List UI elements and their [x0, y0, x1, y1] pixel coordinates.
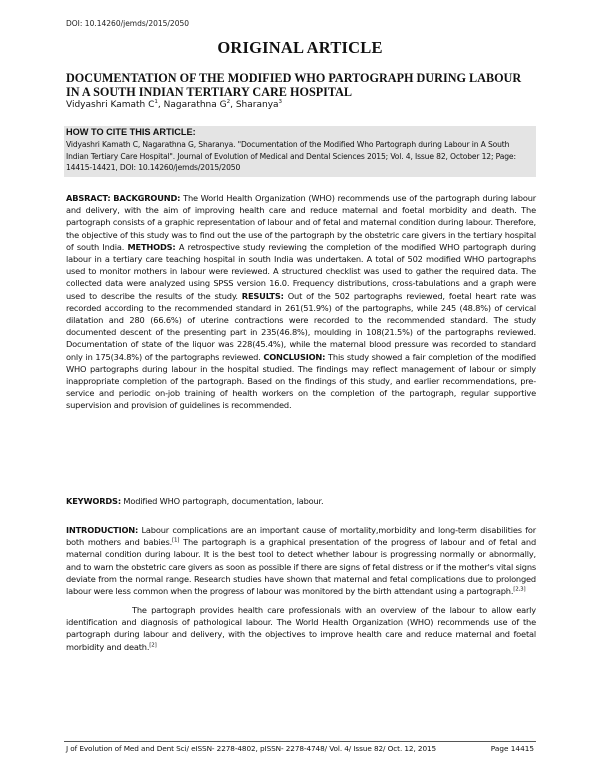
citation-heading: HOW TO CITE THIS ARTICLE: [66, 127, 196, 137]
author-affiliation: 3 [278, 99, 283, 105]
introduction-paragraph [66, 524, 536, 597]
introduction-paragraph-2 [66, 604, 536, 653]
citation-reference: [2] [149, 641, 157, 648]
author-name: Sharanya [235, 100, 279, 110]
doi-line: DOI: 10.14260/jemds/2015/2050 [66, 19, 190, 28]
results-text: Out of the 502 partographs reviewed, foetal heart rate was recorded according to the recommended standard in 261(51.9%) of the partographs, while 245 (48.8%) of cervical dilatation and 280 (66.6%) of uterine contractions were recorded to the recommended standard. The study documented descent of the presenting part in 235(46.8%), moulding in 108(21.5%) of the partographs reviewed. Documentation of state of the liquor was 228(45.4%), while the maternal blood pressure was recorded to standard only in 175(34.8%) of the partographs reviewed. [66, 290, 536, 362]
introduction-text: Labour complications are an important cause of mortality,morbidity and long-term disabilities for both mothers and babies. [66, 525, 536, 548]
introduction-text: The partograph is a graphical presentation of the progress of labour and of fetal and maternal condition during labour. It is the best tool to detect whether labour is progressing normally or abnormally, and to warn the obstetric care givers as soon as possible if there are signs of fetal distress or if the mother's vital signs deviate from the normal range. Research studies have shown that maternal and fetal complications due to prolonged labour were less common when the progress of labour was monitored by the birth attendant using a partograph. [66, 537, 536, 597]
author-name: Nagarathna G [163, 100, 227, 110]
author-list: Vidyashri Kamath $C^1$, Nagarathna $G^2$, Sharanya$^3$ [66, 99, 283, 110]
author-affiliation: 2 [226, 99, 231, 105]
background-text: The World Health Organization (WHO) recommends use of the partograph during labour and delivery, with the aim of improving health care and reduce maternal and foetal morbidity and death. The partograph consists of a graphic representation of labour and of fetal and maternal condition during labour. Therefore, the objective of this study was to find out the use of the partograph by the obstetric care givers in the tertiary hospital of south India. [66, 193, 536, 252]
keywords [66, 495, 536, 507]
author-name: Vidyashri Kamath C [66, 100, 155, 110]
results-label: RESULTS: [241, 290, 284, 301]
footer-journal: J of Evolution of Med and Dent Sci/ eISSN- 2278-4802, pISSN- 2278-4748/ Vol. 4/ Issue 82/ Oct. 12, 2015 [66, 744, 437, 753]
background-label: BACKGROUND: [113, 193, 181, 203]
footer-page-number: Page 14415 [490, 744, 534, 753]
keywords-label: KEYWORDS: [66, 496, 121, 506]
methods-text: A retrospective study reviewing the completion of the modified WHO partograph during labour in a tertiary care teaching hospital in south India was undertaken. A total of 502 modified WHO partographs used to monitor mothers in labour were reviewed. A structured checklist was used to gather the required data. The collected data were analyzed using SPSS version 16.0. Frequency distributions, cross-tabulations and a graph were used to describe the results of the study. [66, 241, 536, 301]
keywords-text: Modified WHO partograph, documentation, labour. [123, 496, 324, 506]
paragraph-text: The partograph provides health care professionals with an overview of the labour to allow early identification and diagnosis of pathological labour. The World Health Organization (WHO) recommends use of the partograph during labour and delivery, with the objectives to improve health care and reduce maternal and foetal morbidity and death. [66, 605, 536, 652]
methods-label: METHODS: [127, 241, 176, 252]
conclusion-label: CONCLUSION: [263, 351, 326, 362]
abstract [66, 192, 536, 412]
article-type-heading: ORIGINAL ARTICLE [217, 38, 383, 57]
citation-reference: [1] [172, 537, 180, 544]
citation-text: Vidyashri Kamath C, Nagarathna G, Sharanya. "Documentation of the Modified Who Partograph during Labour in A South Indian Tertiary Care Hospital". Journal of Evolution of Medical and Dental Sciences 2015; Vol. 4, Issue 82, October 12; Page: 14415-14421, DOI: 10.14260/jemds/2015/2050 [66, 140, 516, 172]
introduction-label: INTRODUCTION: [66, 525, 139, 535]
abstract-label: ABSRACT: [66, 193, 111, 203]
author-affiliation: 1 [154, 99, 158, 105]
citation-reference: [2,3] [513, 586, 526, 593]
footer-divider [64, 741, 536, 742]
article-title: DOCUMENTATION OF THE MODIFIED WHO PARTOGRAPH DURING LABOUR IN A SOUTH INDIAN TERTIARY CARE HOSPITAL [66, 71, 522, 99]
conclusion-text: This study showed a fair completion of the modified WHO partographs during labour in the hospital studied. The findings may reflect management of labour or simply inappropriate completion of the partograph. Based on the findings of this study, and earlier recommendations, pre-service and periodic on-job training of health workers on the completion of the partograph, regular supportive supervision and provision of guidelines is recommended. [66, 351, 536, 411]
